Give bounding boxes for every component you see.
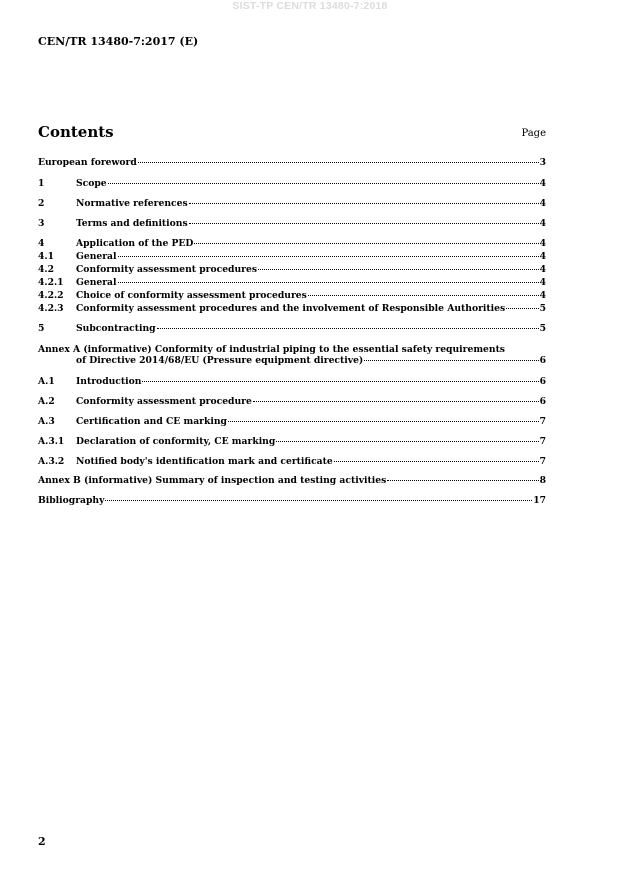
toc-entry-a-3-certification[interactable] — [38, 416, 546, 427]
toc-leader — [189, 223, 539, 224]
toc-page: 7 — [539, 436, 546, 447]
toc-leader — [118, 282, 539, 283]
toc-entry-annex-b[interactable] — [38, 475, 546, 486]
toc-page: 8 — [539, 475, 546, 486]
toc-number: 4.1 — [38, 251, 54, 262]
toc-entry-a-1-introduction[interactable] — [38, 376, 546, 387]
toc-page: 4 — [539, 198, 546, 209]
toc-entry-bibliography[interactable] — [38, 495, 546, 506]
toc-entry-4-2-3-involvement[interactable] — [38, 303, 546, 314]
toc-title: Bibliography — [38, 495, 105, 506]
toc-title: General — [76, 277, 117, 288]
toc-leader — [189, 203, 539, 204]
toc-leader — [118, 256, 539, 257]
toc-page: 7 — [539, 456, 546, 467]
toc-number: A.1 — [38, 376, 55, 387]
toc-title: Conformity assessment procedure — [76, 396, 252, 407]
toc-title: Declaration of conformity, CE marking — [76, 436, 276, 447]
toc-entry-a-3-2-notified-body[interactable] — [38, 456, 546, 467]
toc-number: 4.2 — [38, 264, 54, 275]
toc-leader — [108, 183, 539, 184]
toc-leader — [308, 295, 539, 296]
watermark: SIST-TP CEN/TR 13480-7:2018 — [232, 0, 388, 12]
toc-leader — [387, 480, 538, 481]
toc-page: 17 — [533, 495, 546, 506]
contents-title: Contents — [38, 123, 114, 141]
toc-number: 4 — [38, 238, 45, 249]
toc-number: 4.2.3 — [38, 303, 64, 314]
toc-leader — [334, 461, 539, 462]
page-column-label: Page — [521, 128, 546, 139]
toc-page: 4 — [539, 290, 546, 301]
toc-page: 4 — [539, 277, 546, 288]
toc-leader — [258, 269, 539, 270]
toc-title: Conformity assessment procedures — [76, 264, 258, 275]
toc-entry-subcontracting[interactable] — [38, 323, 546, 334]
toc-page: 3 — [539, 157, 546, 168]
toc-number: 3 — [38, 218, 45, 229]
toc-entry-application-of-ped[interactable] — [38, 238, 546, 249]
toc-title: Subcontracting — [76, 323, 156, 334]
toc-leader — [194, 243, 538, 244]
toc-number: 2 — [38, 198, 45, 209]
toc-page: 4 — [539, 178, 546, 189]
toc-entry-a-2-conformity[interactable] — [38, 396, 546, 407]
toc-leader — [105, 500, 532, 501]
toc-leader — [276, 441, 538, 442]
toc-title: Application of the PED — [76, 238, 194, 249]
toc-title: General — [76, 251, 117, 262]
toc-title: Choice of conformity assessment procedures — [76, 290, 307, 301]
toc-title: Terms and definitions — [76, 218, 188, 229]
toc-page: 4 — [539, 264, 546, 275]
toc-number: A.2 — [38, 396, 55, 407]
toc-title: Scope — [76, 178, 107, 189]
toc-number: 1 — [38, 178, 45, 189]
toc-title: Annex A (informative) Conformity of industrial piping to the essential safety requirements — [38, 344, 505, 355]
toc-title: Notified body's identification mark and certificate — [76, 456, 333, 467]
toc-leader — [142, 381, 538, 382]
toc-page: 6 — [539, 355, 546, 366]
toc-entry-annex-a[interactable] — [38, 344, 546, 366]
toc-leader — [138, 162, 539, 163]
toc-title: European foreword — [38, 157, 137, 168]
toc-entry-a-3-1-declaration[interactable] — [38, 436, 546, 447]
toc-number: 4.2.1 — [38, 277, 64, 288]
toc-title: Introduction — [76, 376, 142, 387]
toc-leader — [506, 308, 538, 309]
toc-page: 4 — [539, 218, 546, 229]
toc-page: 4 — [539, 251, 546, 262]
toc-leader — [253, 401, 539, 402]
toc-number: A.3.2 — [38, 456, 65, 467]
toc-number: 4.2.2 — [38, 290, 64, 301]
toc-page: 6 — [539, 376, 546, 387]
toc-title: Normative references — [76, 198, 188, 209]
toc-entry-european-foreword[interactable] — [38, 157, 546, 168]
toc-leader — [228, 421, 539, 422]
toc-number: 5 — [38, 323, 45, 334]
toc-entry-scope[interactable] — [38, 178, 546, 189]
toc-title: Conformity assessment procedures and the involvement of Responsible Authorities — [76, 303, 506, 314]
toc-page: 5 — [539, 323, 546, 334]
toc-leader — [157, 328, 539, 329]
toc-page: 5 — [539, 303, 546, 314]
toc-title-continued: of Directive 2014/68/EU (Pressure equipment directive) — [76, 355, 364, 366]
toc-entry-4-1-general[interactable] — [38, 251, 546, 262]
toc-leader — [364, 360, 538, 361]
toc-page: 7 — [539, 416, 546, 427]
toc-number: A.3 — [38, 416, 55, 427]
toc-entry-4-2-1-general[interactable] — [38, 277, 546, 288]
toc-title: Certification and CE marking — [76, 416, 227, 427]
toc-entry-normative-references[interactable] — [38, 198, 546, 209]
toc-entry-terms-and-definitions[interactable] — [38, 218, 546, 229]
toc-page: 6 — [539, 396, 546, 407]
page-number: 2 — [38, 835, 46, 848]
toc-title: Annex B (informative) Summary of inspection and testing activities — [38, 475, 387, 486]
toc-entry-4-2-conformity-assessment[interactable] — [38, 264, 546, 275]
toc-entry-4-2-2-choice[interactable] — [38, 290, 546, 301]
toc-page: 4 — [539, 238, 546, 249]
toc-number: A.3.1 — [38, 436, 65, 447]
document-id: CEN/TR 13480-7:2017 (E) — [38, 35, 199, 48]
